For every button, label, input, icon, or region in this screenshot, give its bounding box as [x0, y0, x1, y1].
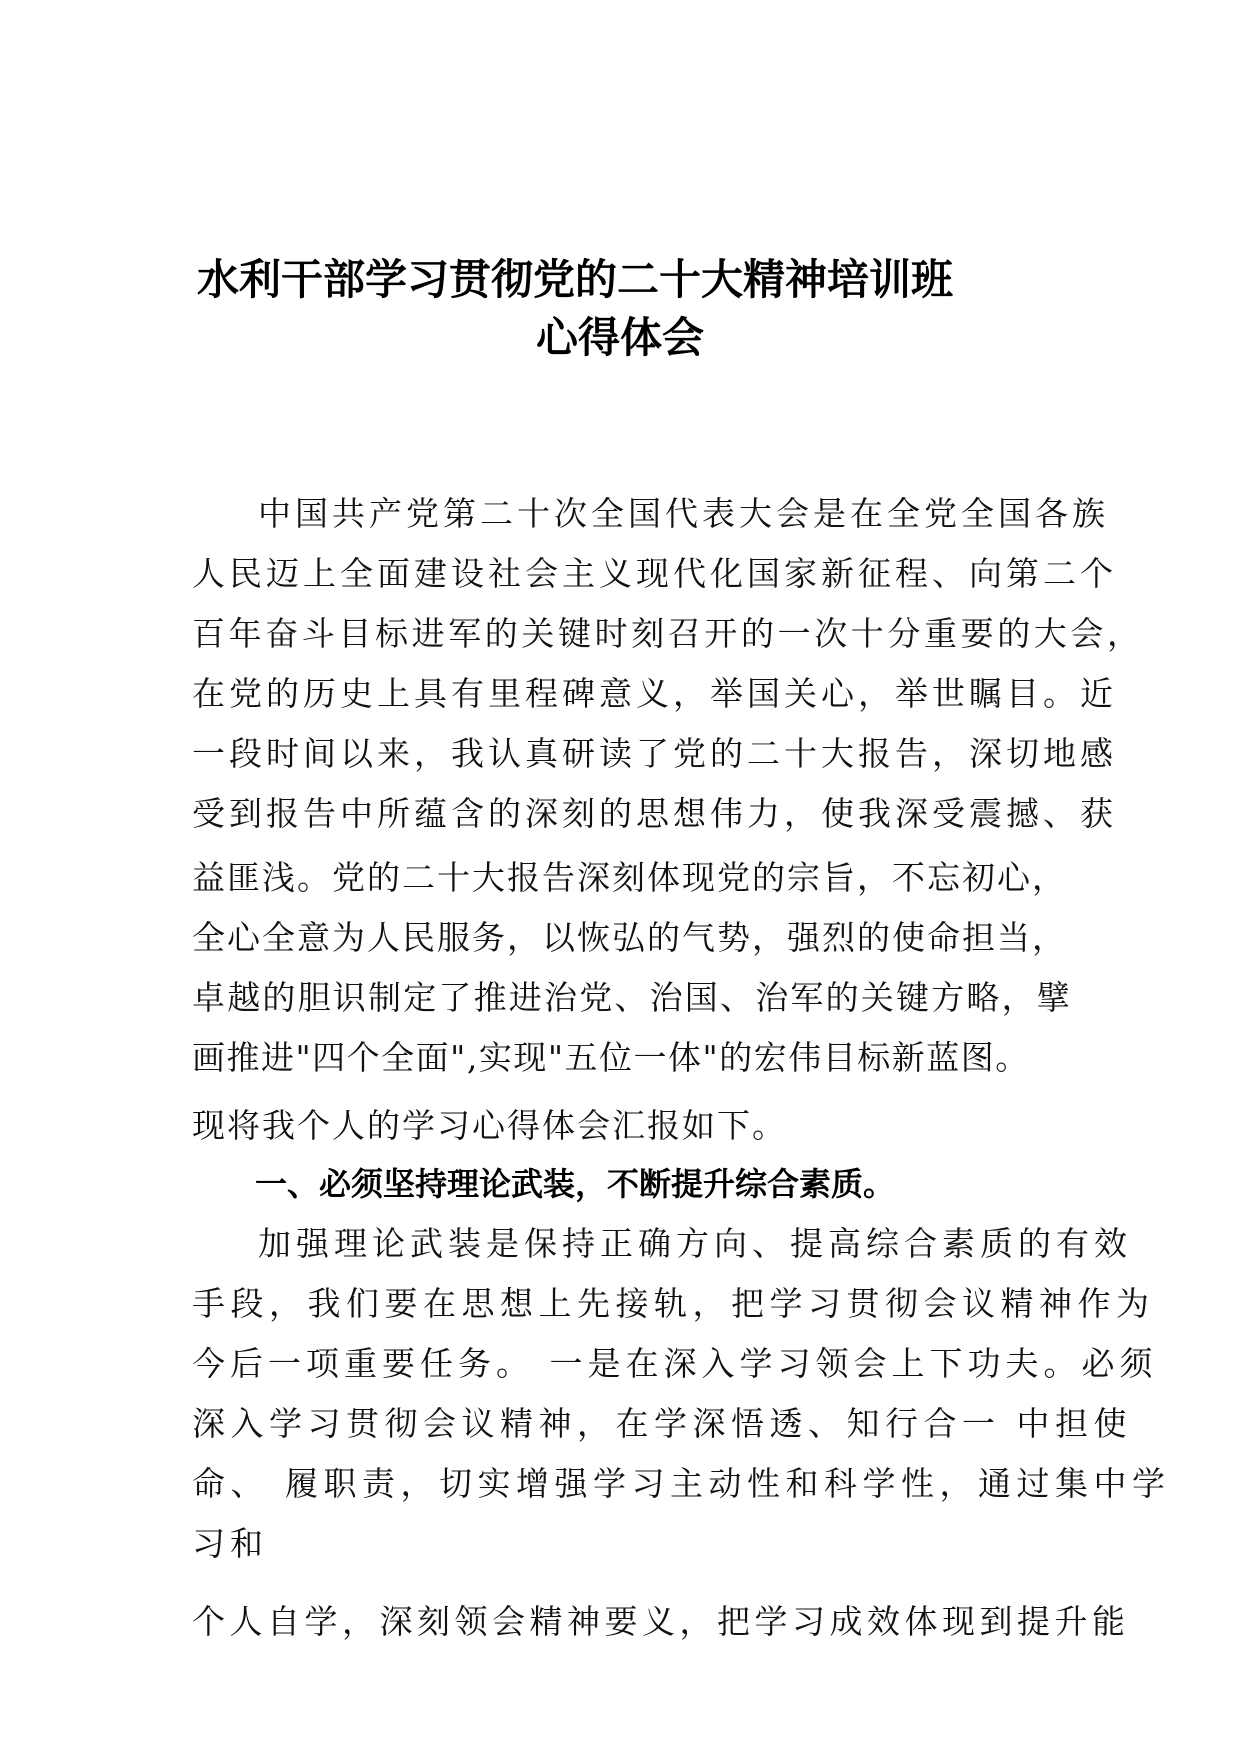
paragraph-2-line-6: 习和 [192, 1524, 268, 1563]
paragraph-1-line-6: 受到报告中所蕴含的深刻的思想伟力，使我深受震撼、获 [192, 794, 1117, 833]
paragraph-1-line-10: 画推进"四个全面",实现"五位一体"的宏伟目标新蓝图。 [192, 1038, 1030, 1077]
paragraph-2-line-1: 加强理论武装是保持正确方向、提高综合素质的有效 [258, 1224, 1132, 1263]
document-title-line-1: 水利干部学习贯彻党的二十大精神培训班 [196, 255, 953, 304]
paragraph-2-line-5: 命、 履职责，切实增强学习主动性和科学性，通过集中学 [192, 1464, 1171, 1503]
paragraph-1-line-4: 在党的历史上具有里程碑意义，举国关心，举世瞩目。近 [192, 674, 1117, 713]
paragraph-2-line-2: 手段，我们要在思想上先接轨，把学习贯彻会议精神作为 [192, 1284, 1155, 1323]
paragraph-2-line-7: 个人自学，深刻领会精神要义，把学习成效体现到提升能 [192, 1602, 1130, 1641]
paragraph-1-line-11: 现将我个人的学习心得体会汇报如下。 [192, 1106, 787, 1145]
paragraph-1-line-2: 人民迈上全面建设社会主义现代化国家新征程、向第二个 [192, 554, 1117, 593]
document-title-line-2: 心得体会 [535, 313, 704, 362]
paragraph-1-line-1: 中国共产党第二十次全国代表大会是在全党全国各族 [258, 494, 1109, 533]
paragraph-1-line-7: 益匪浅。党的二十大报告深刻体现党的宗旨，不忘初心， [192, 858, 1067, 897]
paragraph-1-line-9: 卓越的胆识制定了推进治党、治国、治军的关键方略，擘 [192, 978, 1072, 1017]
section-1-heading: 一、必须坚持理论武装，不断提升综合素质。 [255, 1165, 896, 1203]
paragraph-1-line-3: 百年奋斗目标进军的关键时刻召开的一次十分重要的大会， [192, 614, 1144, 653]
paragraph-2-line-3: 今后一项重要任务。 一是在深入学习领会上下功夫。必须 [192, 1344, 1158, 1383]
paragraph-1-line-8: 全心全意为人民服务，以恢弘的气势，强烈的使命担当， [192, 918, 1067, 957]
paragraph-2-line-4: 深入学习贯彻会议精神，在学深悟透、知行合一 中担使 [192, 1404, 1132, 1443]
paragraph-1-line-5: 一段时间以来，我认真研读了党的二十大报告，深切地感 [192, 734, 1117, 773]
